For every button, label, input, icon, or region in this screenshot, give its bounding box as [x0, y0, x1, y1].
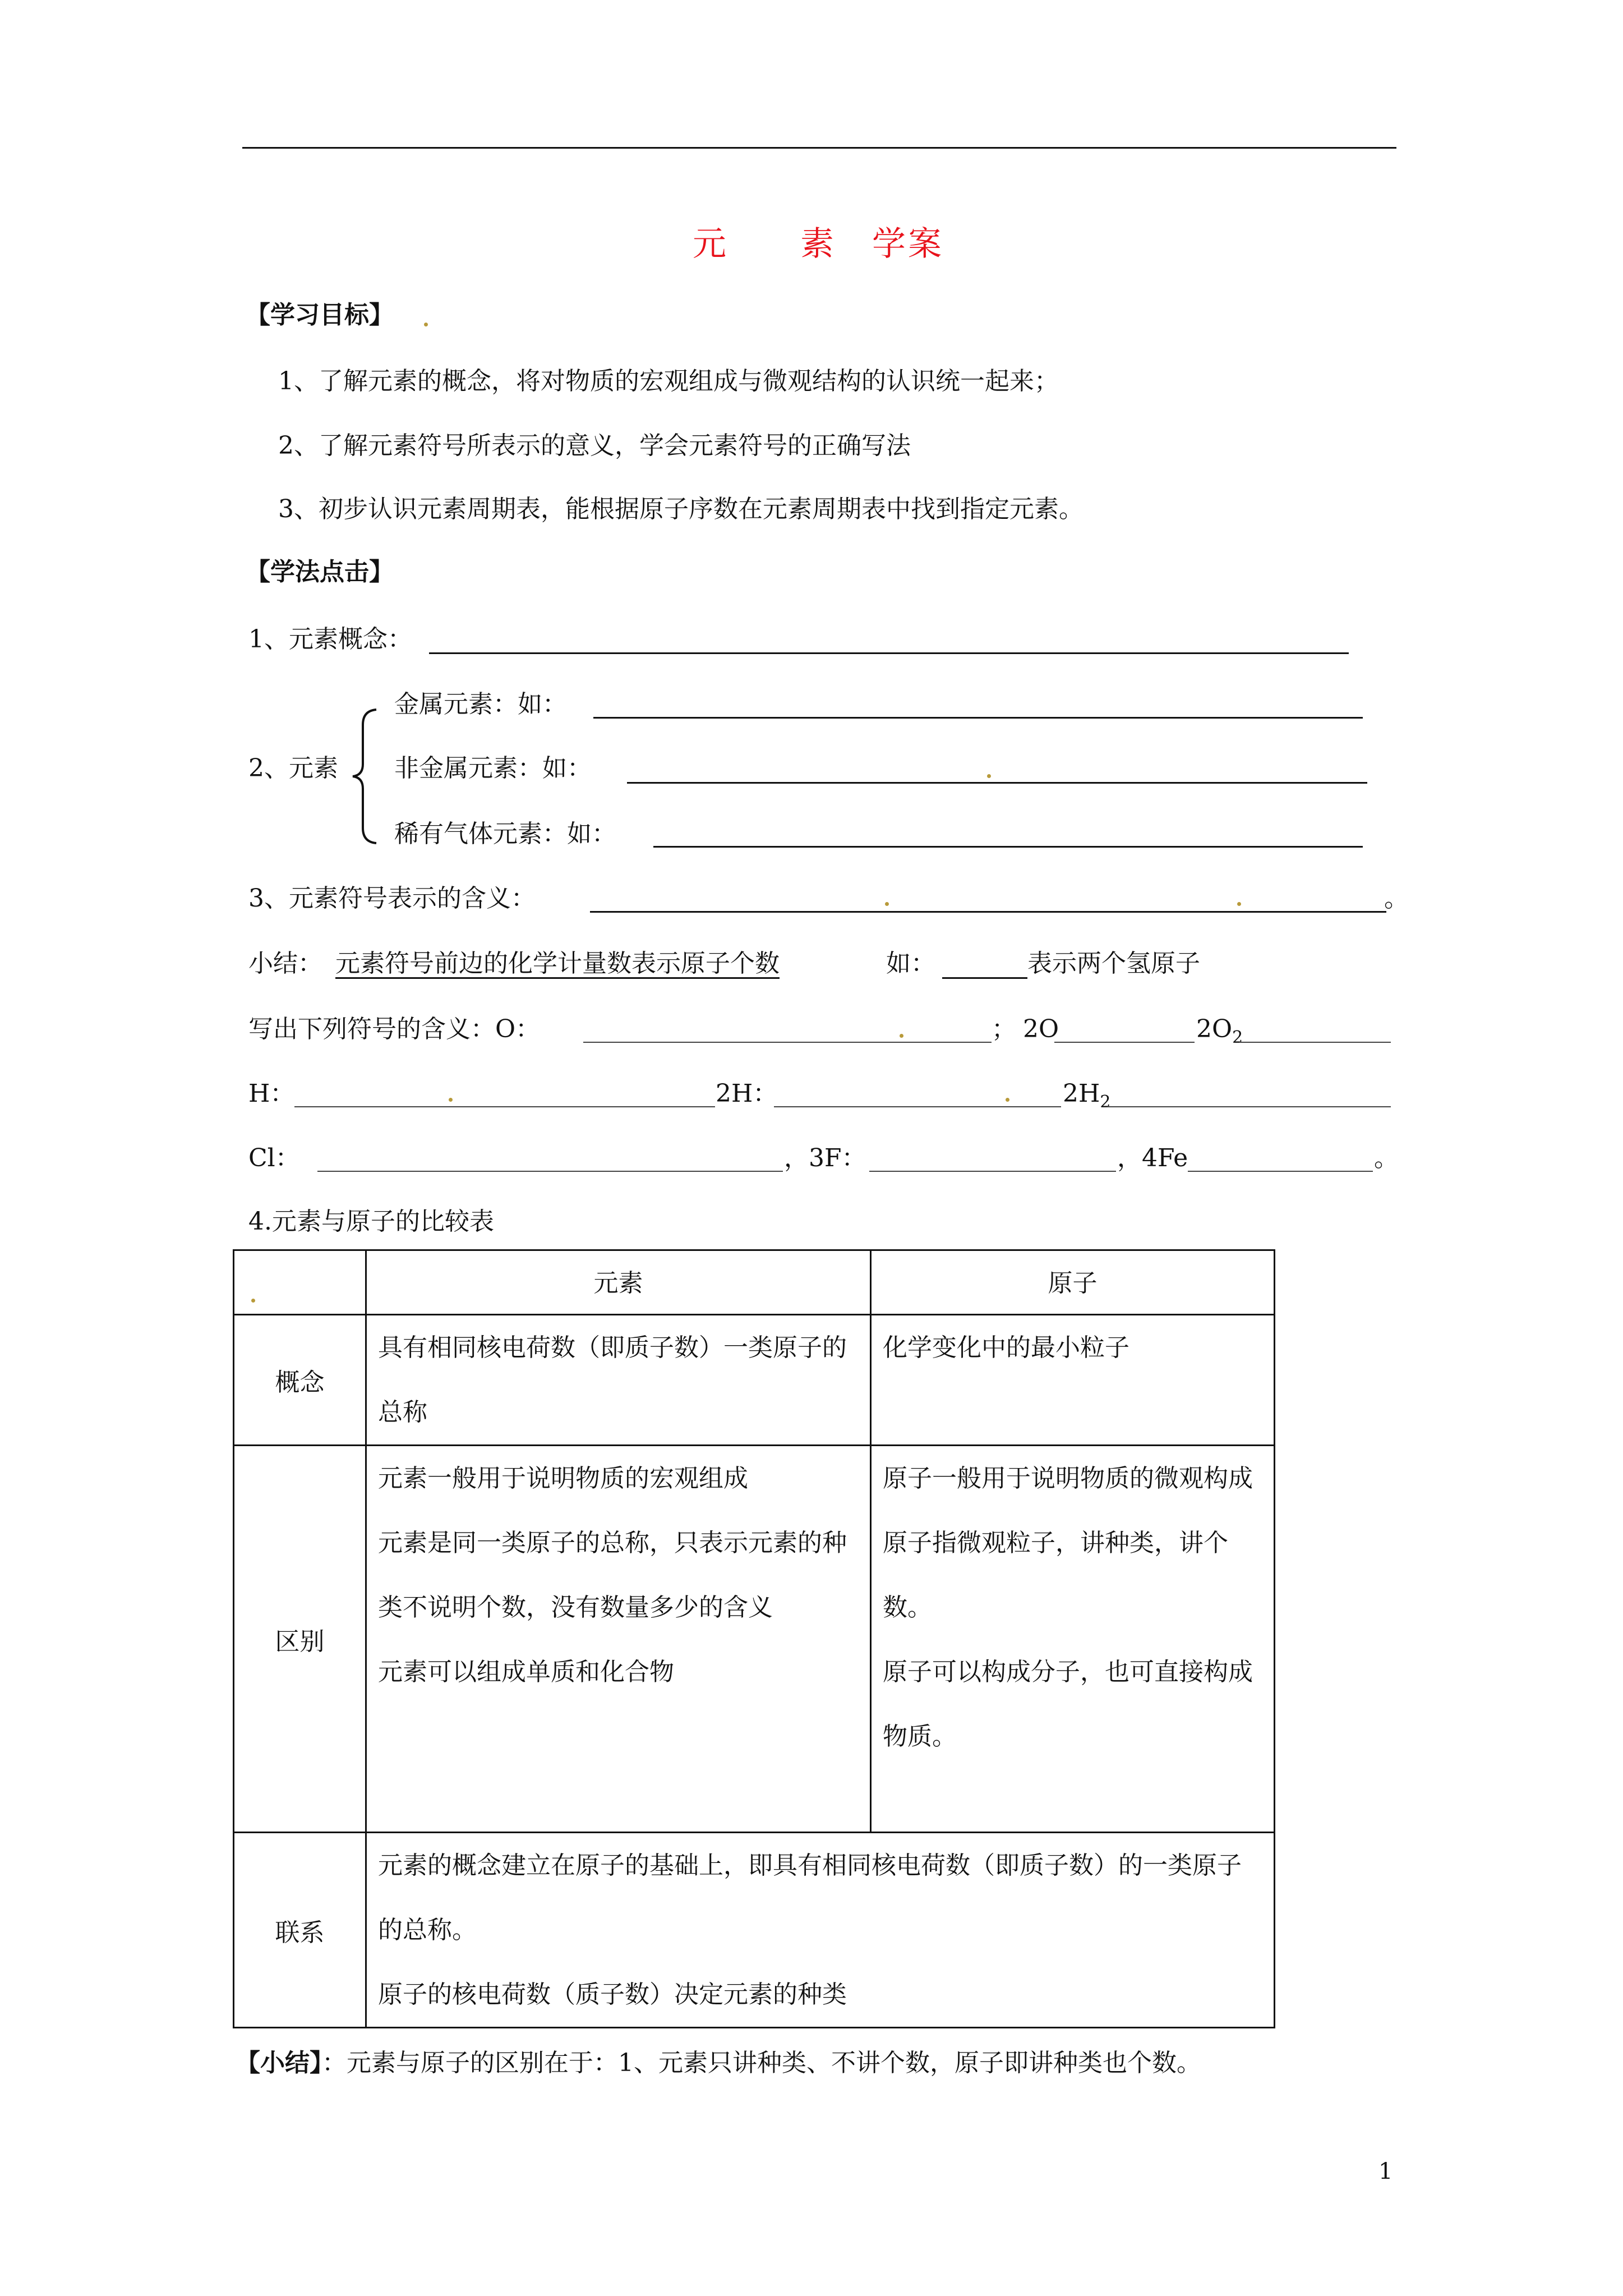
- sym-2o2-sub: 2: [1232, 1028, 1243, 1047]
- summary-text: 元素符号前边的化学计量数表示原子个数: [335, 949, 780, 978]
- objective-item-1: 1、了解元素的概念，将对物质的宏观组成与微观结构的认识统一起来；: [278, 367, 1059, 395]
- symbols-end: 。: [1374, 1144, 1399, 1172]
- comparison-table: [233, 1249, 1275, 2028]
- summary-prefix: 小结：: [248, 949, 322, 978]
- q2-nonmetal-label: 非金属元素：如：: [394, 754, 592, 783]
- header-atom: 原子: [871, 1250, 1275, 1315]
- diff-atom: [871, 1446, 1275, 1833]
- sym-2h2-sub: 2: [1100, 1092, 1111, 1112]
- row-label-diff: 区别: [234, 1446, 366, 1833]
- link-line: 原子的核电荷数（质子数）决定元素的种类: [378, 1980, 847, 2009]
- header-rule: [242, 147, 1396, 149]
- row-label-link: 联系: [234, 1833, 366, 2028]
- final-summary-label: 【小结】: [236, 2049, 322, 2077]
- objective-item-2: 2、了解元素符号所表示的意义，学会元素符号的正确写法: [278, 431, 911, 460]
- diff-atom-line: 原子指微观粒子，讲种类，讲个数。: [883, 1529, 1228, 1622]
- sym-2o: 2O: [1023, 1015, 1059, 1043]
- q2-prefix: 2、元素: [248, 754, 338, 783]
- stray-mark: [449, 1098, 453, 1102]
- 2o2-meaning-blank[interactable]: [1239, 1042, 1391, 1043]
- sym-4fe: ，4Fe: [1117, 1144, 1188, 1172]
- page-number: 1: [1378, 2159, 1393, 2184]
- stray-mark: [1006, 1098, 1009, 1102]
- concept-atom: 化学变化中的最小粒子: [871, 1315, 1275, 1446]
- table-row-concept: [234, 1315, 1275, 1446]
- summary-example: 如：: [886, 949, 935, 978]
- 2h-meaning-blank[interactable]: [774, 1106, 1061, 1107]
- q2-nonmetal-blank[interactable]: [627, 782, 1367, 784]
- diff-atom-line: 原子一般用于说明物质的微观构成: [883, 1464, 1253, 1493]
- stray-mark: [1237, 902, 1241, 906]
- sym-cl: Cl：: [248, 1144, 300, 1172]
- sym-2h2-base: 2H: [1063, 1079, 1100, 1108]
- row-label-concept: 概念: [234, 1315, 366, 1446]
- summary-suffix: 表示两个氢原子: [1027, 949, 1200, 978]
- q1-label: 1、元素概念：: [248, 625, 412, 654]
- table-header-row: [234, 1250, 1275, 1315]
- 2o-meaning-blank[interactable]: [1054, 1042, 1195, 1043]
- stray-mark: [424, 323, 428, 326]
- sym-2o2: [1196, 1013, 1243, 1055]
- q3-label: 3、元素符号表示的含义：: [248, 884, 536, 913]
- h-meaning-blank[interactable]: [294, 1106, 715, 1107]
- q2-metal-label: 金属元素：如：: [394, 690, 567, 719]
- diff-element-line: 元素是同一类原子的总称，只表示元素的种类不说明个数，没有数量多少的含义: [378, 1529, 847, 1622]
- link-text: [366, 1833, 1275, 2028]
- q2-metal-blank[interactable]: [593, 717, 1363, 719]
- header-element: 元素: [366, 1250, 871, 1315]
- stray-mark: [251, 1299, 255, 1303]
- q3-end: 。: [1384, 884, 1409, 913]
- diff-atom-line: 原子可以构成分子，也可直接构成物质。: [883, 1658, 1253, 1751]
- q2-rare-label: 稀有气体元素：如：: [394, 820, 616, 848]
- stray-mark: [987, 774, 991, 778]
- sym-h: H：: [248, 1079, 295, 1108]
- final-summary: [236, 2046, 1201, 2080]
- link-line: 元素的概念建立在原子的基础上，即具有相同核电荷数（即质子数）的一类原子的总称。: [378, 1851, 1242, 1944]
- sym-2h: 2H：: [716, 1079, 778, 1108]
- table-row-link: [234, 1833, 1275, 2028]
- q2-rare-blank[interactable]: [653, 846, 1363, 848]
- table-corner-cell: [234, 1250, 366, 1315]
- 4fe-meaning-blank[interactable]: [1188, 1171, 1373, 1172]
- 2h2-meaning-blank[interactable]: [1108, 1106, 1391, 1107]
- q4-label: 4.元素与原子的比较表: [248, 1207, 494, 1236]
- table-row-diff: [234, 1446, 1275, 1833]
- brace-icon: [351, 708, 379, 845]
- o-meaning-blank[interactable]: [583, 1042, 992, 1043]
- objective-item-3: 3、初步认识元素周期表，能根据原子序数在元素周期表中找到指定元素。: [278, 495, 1083, 523]
- cl-meaning-blank[interactable]: [317, 1171, 783, 1172]
- sym-3f: ，3F：: [784, 1144, 866, 1172]
- stray-mark: [885, 902, 889, 906]
- sep-semicolon: ；: [992, 1015, 1016, 1043]
- stray-mark: [900, 1034, 903, 1038]
- q3-answer-blank[interactable]: [590, 911, 1386, 913]
- diff-element-line: 元素一般用于说明物质的宏观组成: [378, 1464, 748, 1493]
- method-heading: 【学法点击】: [246, 558, 394, 586]
- write-intro: 写出下列符号的含义：O：: [248, 1015, 541, 1043]
- final-summary-text: ：元素与原子的区别在于：1、元素只讲种类、不讲个数，原子即讲种类也个数。: [322, 2049, 1201, 2077]
- diff-element: [366, 1446, 871, 1833]
- diff-element-line: 元素可以组成单质和化合物: [378, 1658, 674, 1686]
- page-title: 元 素 学案: [693, 224, 944, 264]
- sym-2o2-base: 2O: [1196, 1015, 1233, 1043]
- 3f-meaning-blank[interactable]: [869, 1171, 1116, 1172]
- concept-element: 具有相同核电荷数（即质子数）一类原子的总称: [366, 1315, 871, 1446]
- summary-example-blank[interactable]: [942, 977, 1027, 979]
- sym-2h2: [1063, 1077, 1110, 1119]
- objectives-heading: 【学习目标】: [246, 301, 394, 329]
- q1-answer-blank[interactable]: [429, 652, 1349, 654]
